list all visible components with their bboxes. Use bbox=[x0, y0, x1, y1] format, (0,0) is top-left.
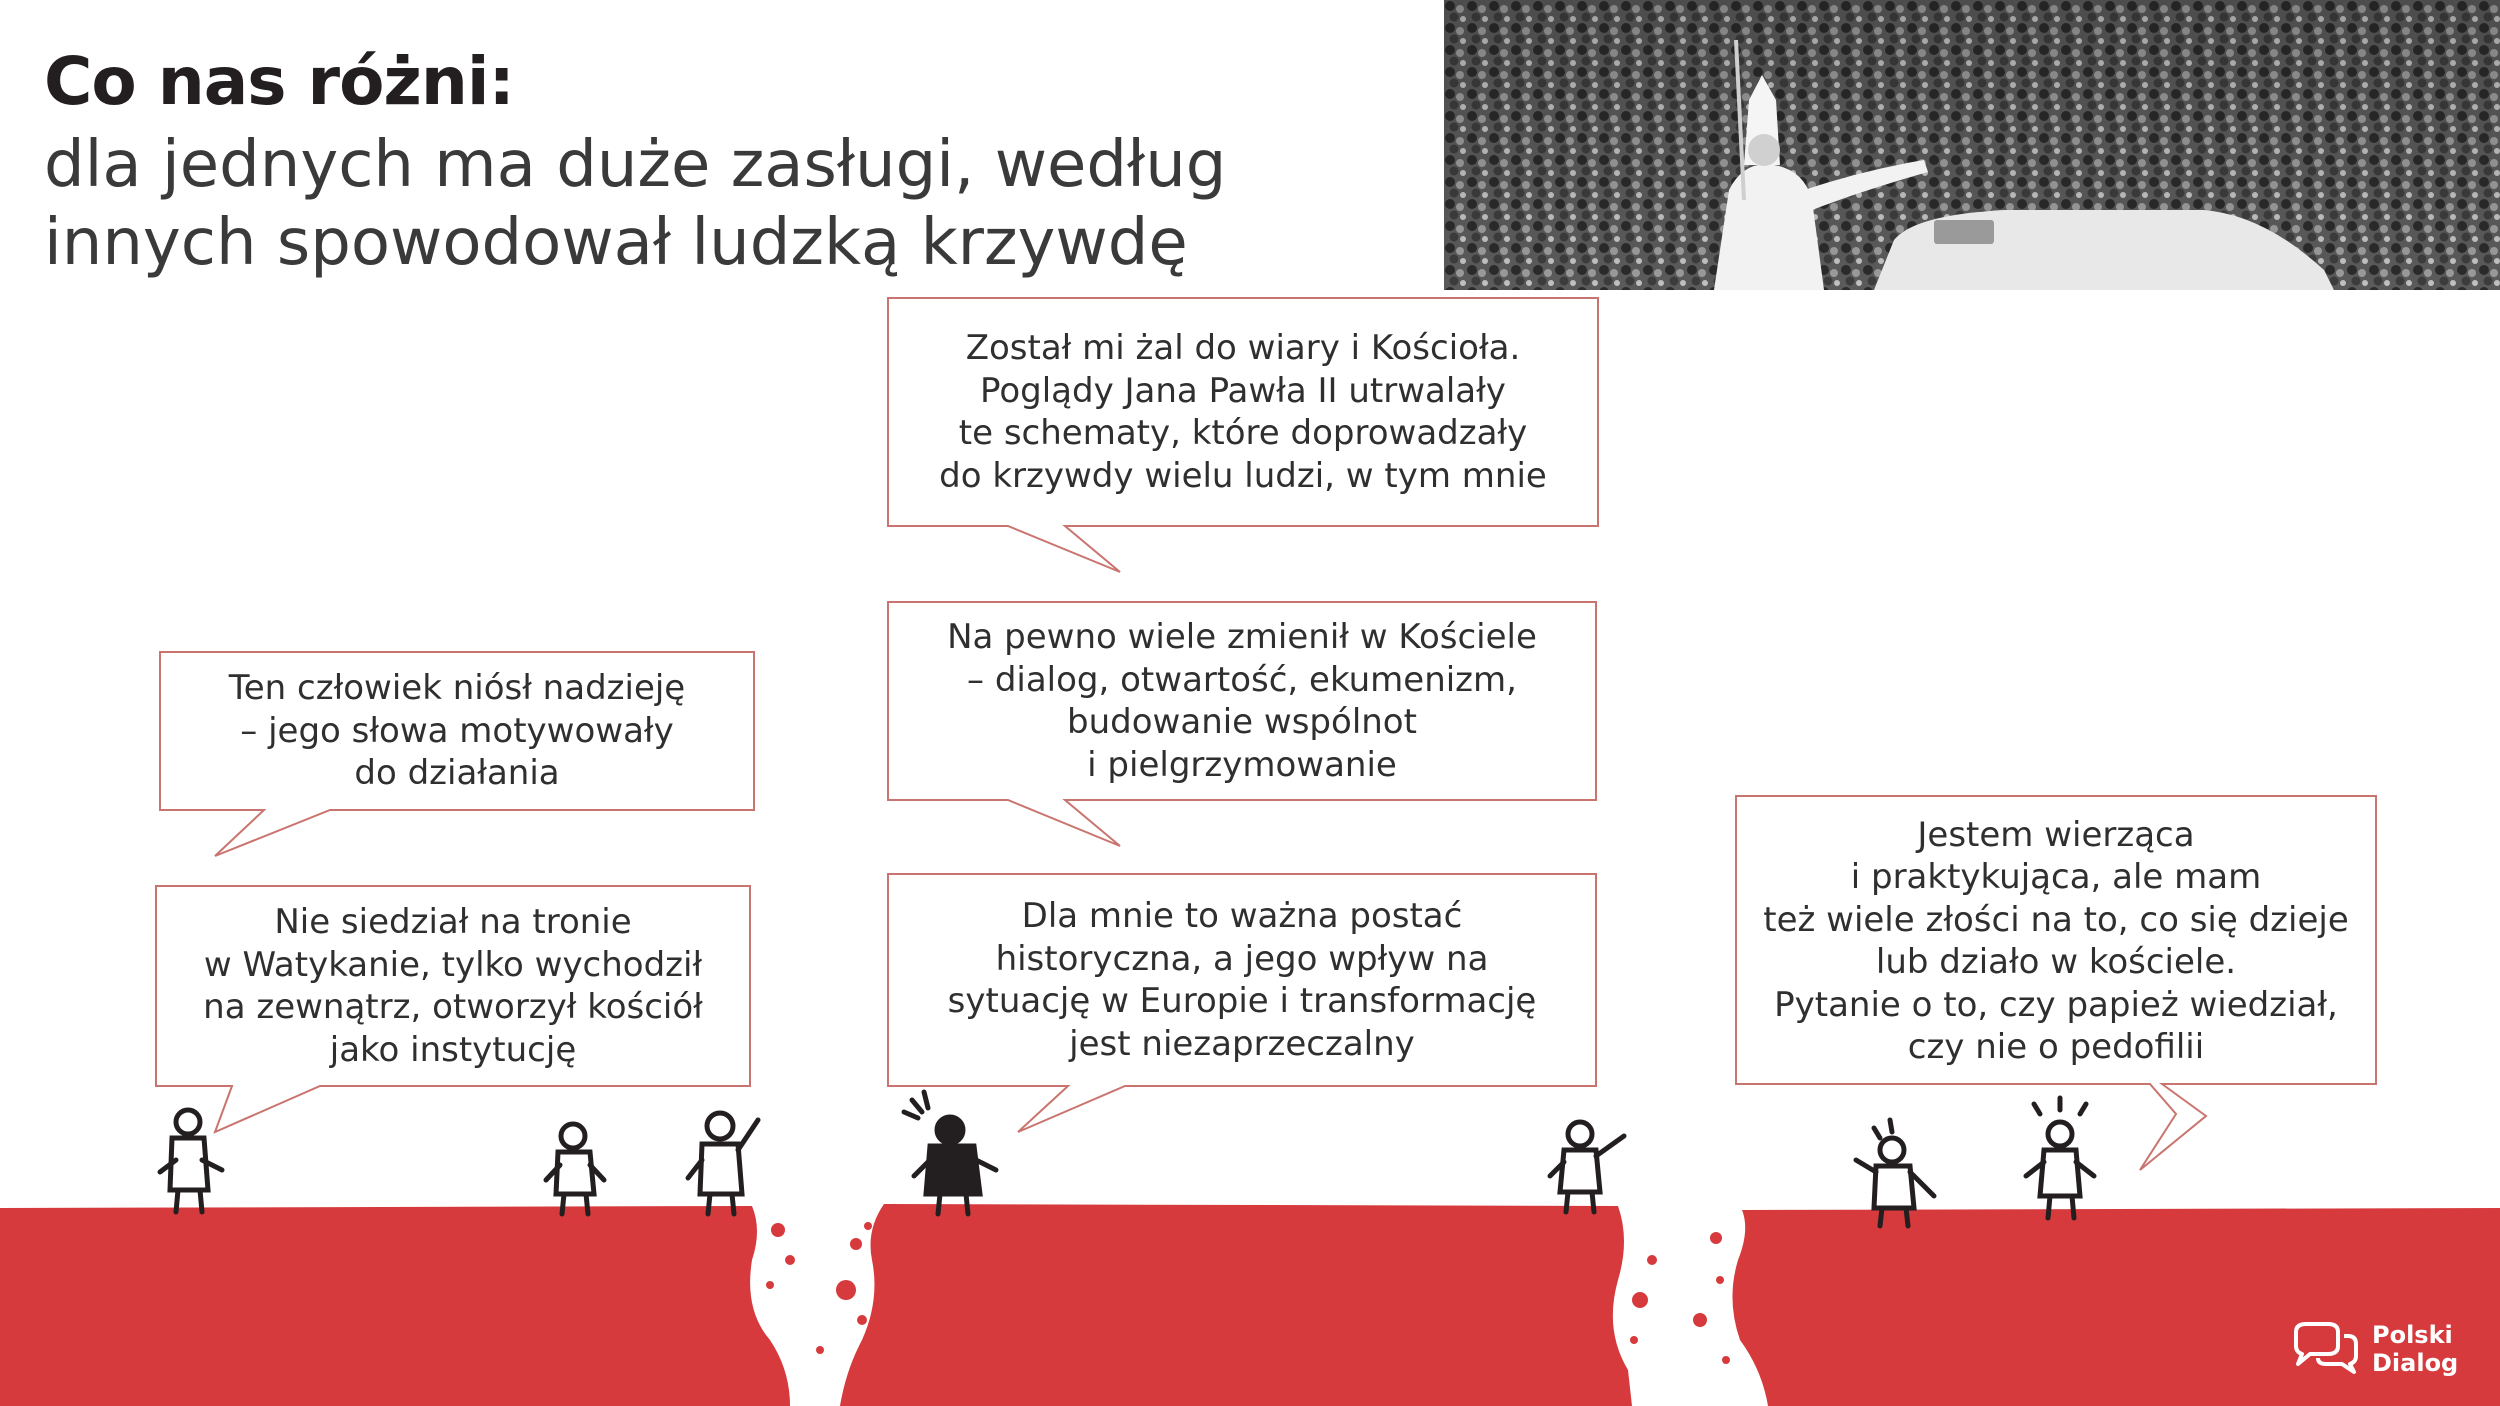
person-figure-5 bbox=[1550, 1122, 1624, 1212]
quote-3: Ten człowiek niósł nadzieję – jego słowa motywowały do działania bbox=[228, 668, 686, 794]
quote-6: Jestem wierząca i praktykująca, ale mam też wiele złości na to, co się dzieje lub działo w kościele. Pytanie o to, czy papież wiedział, czy nie o pedofilii bbox=[1763, 814, 2349, 1067]
person-figure-4 bbox=[904, 1092, 996, 1214]
quote-4: Nie siedział na tronie w Watykanie, tylko wychodził na zewnątrz, otworzył kościół jako instytucję bbox=[203, 902, 703, 1070]
quote-1: Został mi żal do wiary i Kościoła. Poglądy Jana Pawła II utrwalały te schematy, które doprowadzały do krzywdy wielu ludzi, w tym mnie bbox=[939, 328, 1547, 496]
page-subtitle: dla jednych ma duże zasługi, według innych spowodował ludzką krzywdę bbox=[44, 127, 1227, 280]
speech-bubbles-icon bbox=[2288, 1318, 2364, 1378]
logo-text: Polski Dialog bbox=[2372, 1321, 2459, 1377]
ground-left bbox=[0, 1206, 790, 1406]
person-figure-7 bbox=[2026, 1098, 2094, 1218]
quote-5: Dla mnie to ważna postać historyczna, a jego wpływ na sytuację w Europie i transformację jest niezaprzeczalny bbox=[947, 896, 1537, 1064]
person-figure-3 bbox=[688, 1113, 758, 1214]
ground-middle bbox=[840, 1204, 1632, 1406]
person-figure-1 bbox=[160, 1110, 222, 1212]
polski-dialog-logo bbox=[2288, 1318, 2488, 1388]
person-figure-2 bbox=[546, 1124, 604, 1214]
page-title: Co nas różni: bbox=[44, 43, 514, 120]
quote-2: Na pewno wiele zmienił w Kościele – dialog, otwartość, ekumenizm, budowanie wspólnot i pielgrzymowanie bbox=[947, 617, 1537, 785]
